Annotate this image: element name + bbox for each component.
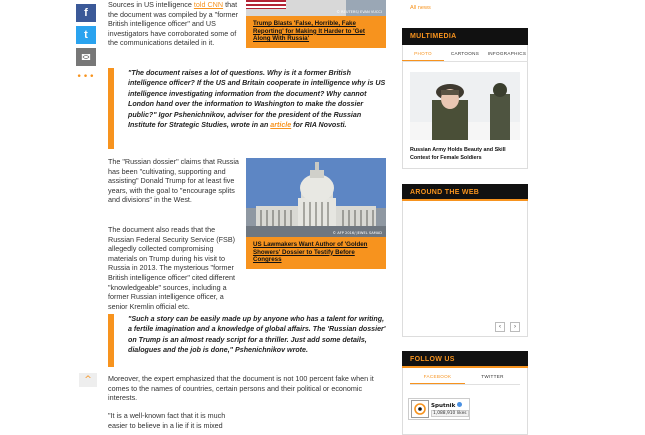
tab-facebook[interactable]: FACEBOOK <box>410 369 465 384</box>
chevron-left-icon: ‹ <box>499 324 501 330</box>
article-paragraph: Sources in US intelligence told CNN that the document was compiled by a "former British intelligence officer" and US investigators have corroborated some of the communications detailed in it. <box>108 0 238 48</box>
email-icon: ✉ <box>81 51 91 64</box>
pull-quote <box>108 68 388 149</box>
facebook-share-button[interactable] <box>76 4 96 22</box>
tab-cartoons[interactable]: CARTOONS <box>450 51 480 56</box>
sputnik-logo <box>411 400 429 418</box>
more-share-icon[interactable]: ••• <box>76 72 96 82</box>
email-share-button[interactable] <box>76 48 96 66</box>
scroll-to-top-button[interactable] <box>79 373 97 387</box>
pull-quote <box>108 314 388 367</box>
verified-icon <box>457 402 462 407</box>
article-paragraph: The document also reads that the Russian Federal Security Service (FSB) allegedly collected compromising materials on Trump during his visit to Russia in 2013. The mysterious "former British intelligence officer" cited different "knowledgeable" sources, including a former Russian intelligence officer, a senior Kremlin official etc. <box>108 225 236 311</box>
photo-credit: © REUTERS/ EVAN VUCCI <box>336 10 382 14</box>
quote-text: "The document raises a lot of questions. Why is it a former British intelligence officer? If the US and Britain cooperate in intelligence why is US intelligence investigating information from the document? Why cannot London hand over the information to Washington to make the dossier public?" Igor Pshenichnikov, adviser for the president of the Russian Institute for Strategic Studies, wrote in an article for RIA Novosti. <box>128 69 386 130</box>
twitter-share-button[interactable] <box>76 26 96 44</box>
cnn-link[interactable]: told CNN <box>193 0 224 9</box>
follow-us-header: FOLLOW US <box>402 351 528 368</box>
related-article-card[interactable] <box>246 158 386 269</box>
carousel-prev-button[interactable] <box>495 322 505 332</box>
article-image <box>246 158 386 237</box>
chevron-up-icon: ^ <box>84 375 92 385</box>
facebook-icon: f <box>84 7 88 19</box>
article-link[interactable]: article <box>270 121 292 130</box>
facebook-page-widget[interactable] <box>408 398 470 420</box>
page-name[interactable]: Sputnik <box>431 402 469 409</box>
article-paragraph: Moreover, the expert emphasized that the document is not 100 percent fake when it comes to the names of countries, certain persons and their political or economic interests. <box>108 374 374 403</box>
around-the-web-box <box>402 201 528 337</box>
multimedia-tabs <box>402 46 528 62</box>
tab-twitter[interactable]: TWITTER <box>481 374 504 379</box>
multimedia-caption[interactable]: Russian Army Holds Beauty and Skill Contest for Female Soldiers <box>410 147 506 161</box>
follow-tabs <box>410 369 520 385</box>
carousel-next-button[interactable] <box>510 322 520 332</box>
twitter-icon: t <box>84 29 88 41</box>
likes-count: 1,088,910 likes <box>433 410 467 416</box>
article-paragraph: The "Russian dossier" claims that Russia has been "cultivating, supporting and assisting" Donald Trump for at least five years, with the goal to "encourage splits and divisions" in the West. <box>108 157 239 205</box>
multimedia-photo[interactable] <box>410 72 520 140</box>
related-article-card[interactable] <box>246 0 386 48</box>
tab-photo[interactable]: PHOTO <box>402 46 444 61</box>
chevron-right-icon: › <box>514 324 516 330</box>
around-the-web-header: AROUND THE WEB <box>402 184 528 201</box>
article-paragraph: "It is a well-known fact that it is much easier to believe in a lie if it is mixed <box>108 411 226 430</box>
related-article-title[interactable]: Trump Blasts 'False, Horrible, Fake Reporting' for Making It Harder to 'Get Along With Russia' <box>253 20 365 43</box>
article-image <box>246 0 386 16</box>
share-bar <box>76 4 98 82</box>
all-news-link[interactable]: All news <box>410 5 431 11</box>
multimedia-header: MULTIMEDIA <box>402 28 528 45</box>
photo-credit: © AFP 2016/ JEWEL SAMAD <box>332 231 382 235</box>
related-article-title[interactable]: US Lawmakers Want Author of 'Golden Showers' Dossier to Testify Before Congress <box>253 241 368 264</box>
tab-infographics[interactable]: INFOGRAPHICS <box>487 51 527 56</box>
quote-text: "Such a story can be easily made up by anyone who has a talent for writing, a fertile imagination and a knowledge of global affairs. The 'Russian dossier' on Trump is an almost ready script for a thriller. Just add some details, dialogues and the job is done," Pshenichnikov wrote. <box>128 315 386 355</box>
